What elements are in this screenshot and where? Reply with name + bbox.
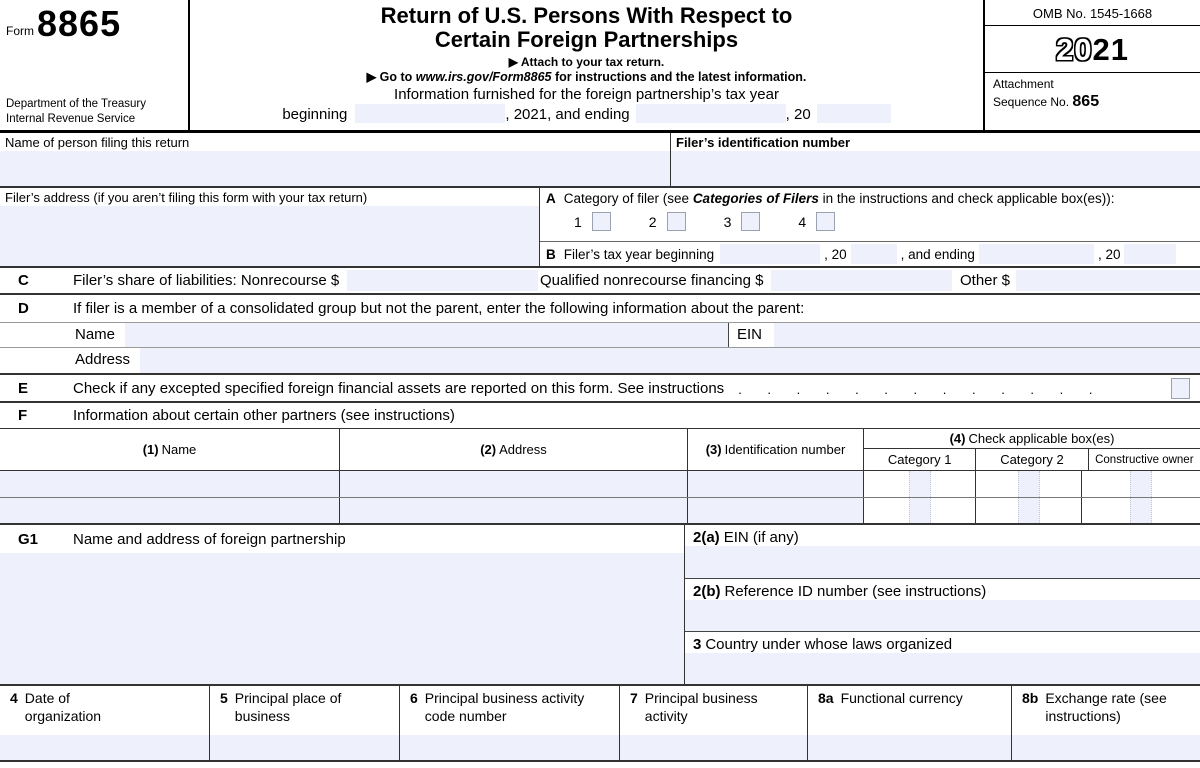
- activity-code-field[interactable]: [400, 735, 620, 762]
- form-word: Form: [6, 24, 34, 38]
- agency-line-1: Department of the Treasury: [6, 98, 146, 111]
- form-header: [0, 0, 1200, 133]
- filer-tax-year-row: B Filer’s tax year beginning , 20 , and ending , 20: [540, 242, 1200, 266]
- tax-year-beginning-field[interactable]: [355, 104, 505, 123]
- reference-id-label: Reference ID number (see instructions): [724, 583, 987, 600]
- principal-activity-field[interactable]: [620, 735, 808, 762]
- partner1-category2-cell: [976, 471, 1082, 497]
- filer-id-field[interactable]: [671, 151, 1200, 186]
- country-cell: 3 Country under whose laws organized: [685, 631, 1200, 684]
- category-checkboxes: [546, 212, 1196, 231]
- parent-address-label: Address: [75, 351, 131, 368]
- partner1-constructive-owner-cell: [1082, 471, 1200, 497]
- partner2-name-field[interactable]: [0, 498, 340, 523]
- parent-name-row: [0, 322, 1200, 348]
- reference-id-field[interactable]: [685, 600, 1200, 631]
- filer-address-row: [0, 188, 1200, 268]
- col-checkbox-header: (4) Check applicable box(es) Category 1 Category 2 Constructive owner: [864, 429, 1200, 470]
- filer-name-field[interactable]: [0, 151, 670, 186]
- foreign-partnership-section: [0, 525, 1200, 686]
- partner2-category1-cell: [864, 498, 976, 523]
- item-b-label: Filer’s tax year beginning: [563, 246, 715, 262]
- country-field[interactable]: [685, 653, 1200, 684]
- partner1-id-field[interactable]: [688, 471, 864, 497]
- category-3-checkbox[interactable]: [741, 212, 760, 231]
- category-1-checkbox[interactable]: [592, 212, 611, 231]
- omb-block: [985, 0, 1200, 130]
- nonrecourse-field[interactable]: [347, 270, 538, 291]
- furnished-note: Information furnished for the foreign partnership’s tax year: [394, 86, 779, 104]
- parent-ein-field[interactable]: [774, 323, 1200, 347]
- date-of-organization-field[interactable]: [0, 735, 210, 762]
- partner1-category1-checkbox[interactable]: [909, 471, 931, 497]
- partner1-name-field[interactable]: [0, 471, 340, 497]
- partner2-id-field[interactable]: [688, 498, 864, 523]
- category-1-header: Category 1: [864, 449, 976, 470]
- dotted-leader: . . . . . . . . . . . . .: [738, 382, 1093, 397]
- country-label: Country under whose laws organized: [705, 636, 953, 653]
- tax-year-line: [190, 104, 983, 123]
- form-title-block: [190, 0, 985, 130]
- item-d-letter: D: [18, 300, 29, 317]
- g-right-column: [685, 525, 1200, 684]
- functional-currency-field[interactable]: [808, 735, 1012, 762]
- excepted-assets-row: [0, 375, 1200, 403]
- year-end-label: , 20: [785, 106, 811, 124]
- item-c-letter: C: [18, 272, 29, 289]
- item-a-letter: A: [546, 191, 556, 206]
- item-g1-letter: G1: [18, 530, 39, 548]
- category-2-number: 2: [648, 213, 657, 230]
- partner2-address-field[interactable]: [340, 498, 688, 523]
- partner2-category1-checkbox[interactable]: [909, 498, 931, 523]
- item-e-letter: E: [18, 379, 29, 397]
- b-ending-field[interactable]: [979, 244, 1094, 264]
- ein-cell: 2(a) EIN (if any): [685, 525, 1200, 578]
- filer-address-field[interactable]: [0, 206, 539, 266]
- filer-id-label: Filer’s identification number: [676, 135, 851, 150]
- item-d-label: If filer is a member of a consolidated group but not the parent, enter the following information about the parent:: [73, 300, 805, 317]
- parent-name-field[interactable]: [125, 323, 728, 347]
- qualified-nonrecourse-field[interactable]: [771, 270, 952, 291]
- filer-name-row: [0, 133, 1200, 188]
- partnership-ein-field[interactable]: [685, 546, 1200, 578]
- ein-label: EIN (if any): [723, 529, 799, 546]
- col-name-header: (1) Name: [0, 429, 340, 470]
- partner1-address-field[interactable]: [340, 471, 688, 497]
- category-4-number: 4: [798, 213, 807, 230]
- parent-ein-label: EIN: [737, 326, 763, 343]
- b-beginning-field[interactable]: [720, 244, 820, 264]
- category-3-number: 3: [723, 213, 732, 230]
- exchange-rate-field[interactable]: [1012, 735, 1200, 762]
- goto-note: ▶ Go to www.irs.gov/Form8865 for instructions and the latest information.: [366, 70, 807, 85]
- liabilities-row: [0, 268, 1200, 295]
- constructive-owner-header: Constructive owner: [1095, 453, 1194, 466]
- item-f-letter: F: [18, 407, 28, 424]
- attach-note: ▶ Attach to your tax return.: [508, 55, 665, 70]
- filer-address-label: Filer’s address (if you aren’t filing this form with your tax return): [5, 190, 368, 205]
- other-partners-table: [0, 428, 1200, 525]
- tax-year-ending-field[interactable]: [636, 104, 786, 123]
- form-title: Return of U.S. Persons With Respect to Certain Foreign Partnerships: [380, 3, 793, 53]
- category-4-checkbox[interactable]: [816, 212, 835, 231]
- principal-place-header: 5 Principal place of business: [210, 686, 400, 735]
- b-ending-yy-field[interactable]: [1124, 244, 1176, 264]
- principal-place-field[interactable]: [210, 735, 400, 762]
- partner2-category2-checkbox[interactable]: [1018, 498, 1040, 523]
- partner1-category2-checkbox[interactable]: [1018, 471, 1040, 497]
- partner1-category1-cell: [864, 471, 976, 497]
- parent-name-label: Name: [75, 326, 116, 343]
- year-mid-label: , 2021, and ending: [505, 106, 630, 124]
- excepted-assets-checkbox[interactable]: [1171, 378, 1190, 399]
- functional-currency-header: 8a Functional currency: [808, 686, 1012, 735]
- activity-code-header: 6 Principal business activity code number: [400, 686, 620, 735]
- partnership-details-section: [0, 686, 1200, 768]
- consolidated-group-row: [0, 295, 1200, 322]
- partner2-constructive-owner-cell: [1082, 498, 1200, 523]
- beginning-label: beginning: [282, 106, 348, 124]
- g1-cell: [0, 525, 685, 684]
- reference-id-cell: 2(b) Reference ID number (see instructions): [685, 578, 1200, 631]
- category-2-header: Category 2: [976, 449, 1088, 470]
- item-f-label: Information about certain other partners (see instructions): [73, 407, 455, 424]
- category-1-number: 1: [574, 213, 582, 230]
- agency-line-2: Internal Revenue Service: [6, 112, 136, 125]
- category-2-checkbox[interactable]: [667, 212, 686, 231]
- partner1-constructive-owner-checkbox[interactable]: [1130, 471, 1152, 497]
- sequence-number: 865: [1072, 93, 1100, 110]
- filer-name-label: Name of person filing this return: [5, 135, 190, 150]
- category-of-filer-row: A Category of filer (see Categories of Filers in the instructions and check applicable box(es)): 1 2 3 4: [540, 188, 1200, 242]
- item-b-letter: B: [546, 246, 556, 262]
- other-label: Other $: [960, 272, 1011, 289]
- b-beginning-yy-field[interactable]: [851, 244, 897, 264]
- item-e-label: Check if any excepted specified foreign financial assets are reported on this form. See instructions: [73, 379, 725, 397]
- tax-year-badge: 2021: [985, 26, 1200, 73]
- other-field[interactable]: [1016, 270, 1200, 291]
- tax-year-ending-yy-field[interactable]: [817, 104, 891, 123]
- item-c-label: Filer’s share of liabilities: Nonrecourse $: [73, 272, 340, 289]
- attachment-sequence: Attachment Sequence No. 865: [993, 77, 1100, 110]
- col-address-header: (2) Address: [340, 429, 688, 470]
- parent-address-field[interactable]: [140, 348, 1200, 373]
- form-number: 8865: [37, 3, 122, 44]
- table-header: [0, 429, 1200, 471]
- form-id-block: [0, 0, 190, 130]
- parent-address-row: [0, 348, 1200, 375]
- date-of-organization-header: 4 Date of organization: [0, 686, 210, 735]
- qualified-nonrecourse-label: Qualified nonrecourse financing $: [540, 272, 764, 289]
- partner2-constructive-owner-checkbox[interactable]: [1130, 498, 1152, 523]
- exchange-rate-header: 8b Exchange rate (see instructions): [1022, 690, 1167, 724]
- g1-label: Name and address of foreign partnership: [73, 530, 346, 548]
- table-row: [0, 471, 1200, 497]
- partner2-category2-cell: [976, 498, 1082, 523]
- irs-url: www.irs.gov/Form8865: [415, 70, 552, 85]
- other-partners-row: [0, 403, 1200, 428]
- principal-activity-header: 7 Principal business activity: [620, 686, 808, 735]
- table-row: [0, 497, 1200, 523]
- col-id-header: (3) Identification number: [688, 429, 864, 470]
- omb-number: OMB No. 1545-1668: [985, 0, 1200, 26]
- partnership-name-address-field[interactable]: [0, 553, 684, 684]
